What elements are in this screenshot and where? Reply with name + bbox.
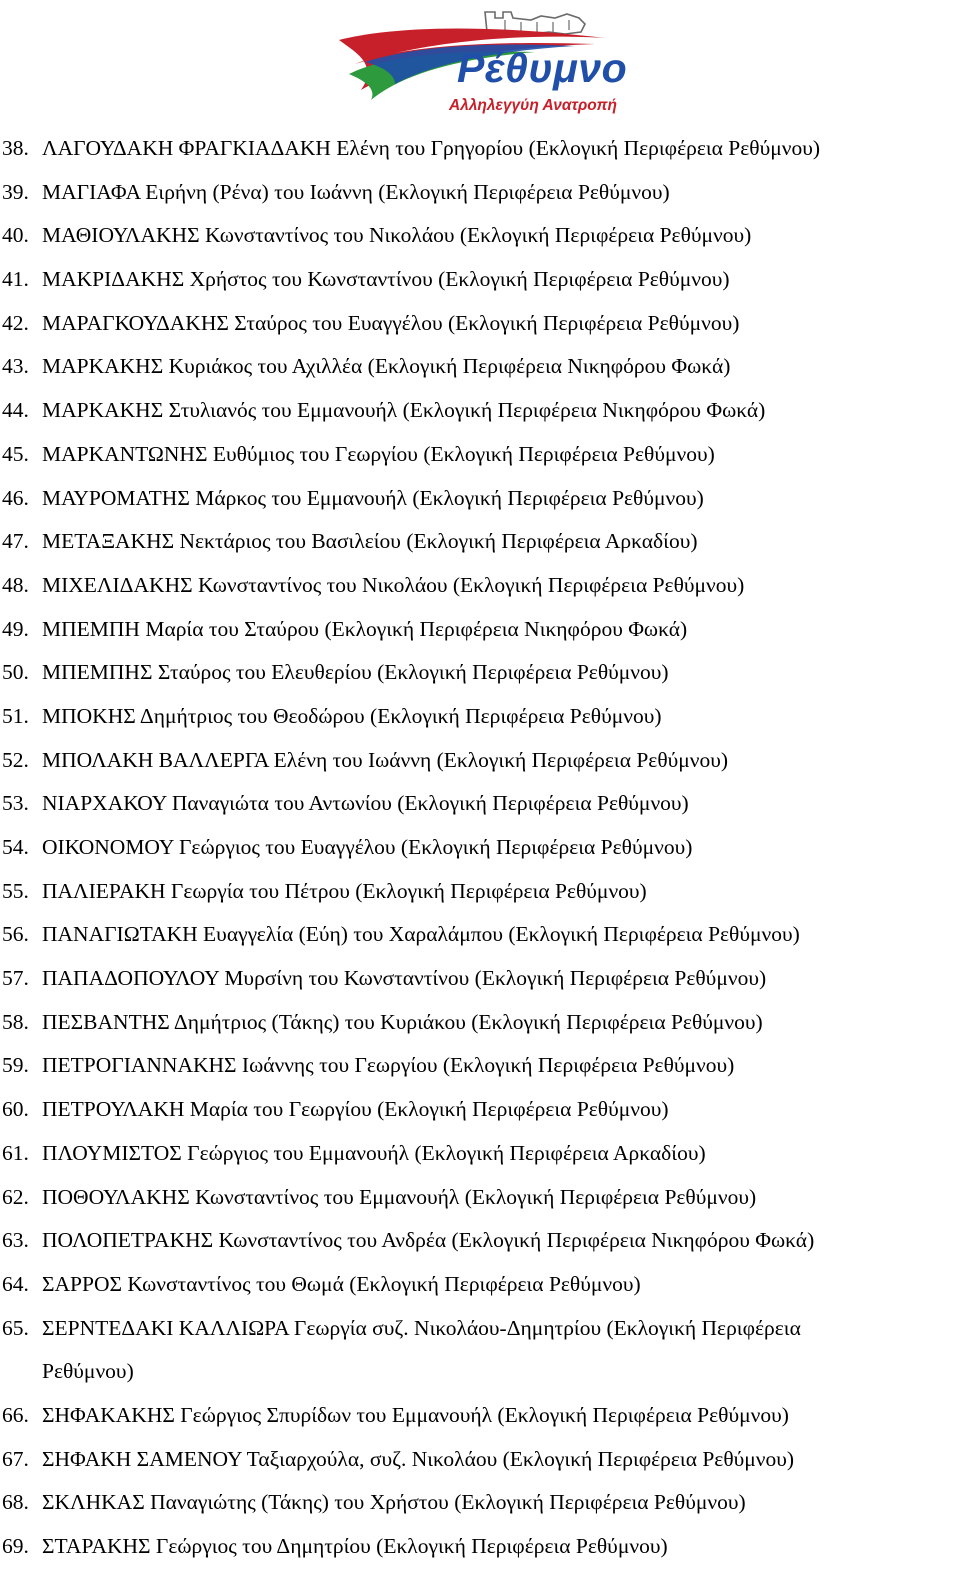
item-text: ΣΑΡΡΟΣ Κωνσταντίνος του Θωμά (Εκλογική Περιφέρεια Ρεθύμνου): [42, 1271, 641, 1296]
item-number: 53.: [2, 791, 29, 816]
list-item: [0, 214, 960, 258]
list-item: [0, 739, 960, 783]
item-number: 67.: [2, 1446, 29, 1471]
item-number: 63.: [2, 1228, 29, 1253]
list-item: [0, 1219, 960, 1263]
list-item: [0, 564, 960, 608]
item-number: 48.: [2, 572, 29, 597]
item-number: 38.: [2, 136, 29, 160]
list-item: [0, 1001, 960, 1045]
list-item: [0, 826, 960, 870]
list-item: [0, 1394, 960, 1438]
item-number: 51.: [2, 703, 29, 728]
item-number: 68.: [2, 1490, 29, 1515]
list-item: [0, 1044, 960, 1088]
item-text: ΠΕΤΡΟΓΙΑΝΝΑΚΗΣ Ιωάννης του Γεωργίου (Εκλογική Περιφέρεια Ρεθύμνου): [42, 1053, 735, 1078]
list-item: [0, 302, 960, 346]
item-number: 43.: [2, 354, 29, 379]
item-number: 57.: [2, 966, 29, 991]
logo-subtitle: Αλληλεγγύη Ανατροπή: [449, 97, 617, 114]
item-number: 56.: [2, 922, 29, 947]
item-text: ΜΑΡΚΑΚΗΣ Κυριάκος του Αχιλλέα (Εκλογική Περιφέρεια Νικηφόρου Φωκά): [42, 354, 731, 379]
item-text: [42, 1307, 947, 1394]
item-number: 47.: [2, 529, 29, 554]
item-text: ΠΕΤΡΟΥΛΑΚΗ Μαρία του Γεωργίου (Εκλογική Περιφέρεια Ρεθύμνου): [42, 1097, 669, 1122]
item-number: 66.: [2, 1402, 29, 1427]
list-item: [0, 913, 960, 957]
list-item: [0, 651, 960, 695]
item-number: 58.: [2, 1009, 29, 1034]
item-number: 41.: [2, 267, 29, 292]
candidate-list: [0, 127, 960, 1569]
item-number: 50.: [2, 660, 29, 685]
list-item: [0, 389, 960, 433]
list-item: [0, 1525, 960, 1569]
item-text: ΠΑΝΑΓΙΩΤΑΚΗ Ευαγγελία (Εύη) του Χαραλάμπου (Εκλογική Περιφέρεια Ρεθύμνου): [42, 922, 800, 947]
item-text: ΜΑΚΡΙΔΑΚΗΣ Χρήστος του Κωνσταντίνου (Εκλογική Περιφέρεια Ρεθύμνου): [42, 267, 730, 292]
item-text: ΜΠΕΜΠΗΣ Σταύρος του Ελευθερίου (Εκλογική Περιφέρεια Ρεθύμνου): [42, 660, 669, 685]
item-number: 55.: [2, 878, 29, 903]
list-item: [0, 433, 960, 477]
list-item: [0, 1088, 960, 1132]
item-text: ΜΑΡΚΑΝΤΩΝΗΣ Ευθύμιος του Γεωργίου (Εκλογική Περιφέρεια Ρεθύμνου): [42, 441, 715, 466]
item-number: 52.: [2, 747, 29, 772]
item-text: ΜΑΘΙΟΥΛΑΚΗΣ Κωνσταντίνος του Νικολάου (Εκλογική Περιφέρεια Ρεθύμνου): [42, 223, 752, 248]
item-text: ΠΟΘΟΥΛΑΚΗΣ Κωνσταντίνος του Εμμανουήλ (Εκλογική Περιφέρεια Ρεθύμνου): [42, 1184, 757, 1209]
item-text: ΜΕΤΑΞΑΚΗΣ Νεκτάριος του Βασιλείου (Εκλογική Περιφέρεια Αρκαδίου): [42, 529, 698, 554]
list-item: [0, 1481, 960, 1525]
item-text: ΜΑΡΑΓΚΟΥΔΑΚΗΣ Σταύρος του Ευαγγέλου (Εκλογική Περιφέρεια Ρεθύμνου): [42, 310, 740, 335]
item-number: 60.: [2, 1097, 29, 1122]
item-text: ΠΟΛΟΠΕΤΡΑΚΗΣ Κωνσταντίνος του Ανδρέα (Εκλογική Περιφέρεια Νικηφόρου Φωκά): [42, 1228, 815, 1253]
item-number: 59.: [2, 1053, 29, 1078]
item-number: 46.: [2, 485, 29, 510]
item-text: ΠΕΣΒΑΝΤΗΣ Δημήτριος (Τάκης) του Κυριάκου (Εκλογική Περιφέρεια Ρεθύμνου): [42, 1009, 763, 1034]
item-text: ΜΑΓΙΑΦΑ Ειρήνη (Ρένα) του Ιωάννη (Εκλογική Περιφέρεια Ρεθύμνου): [42, 179, 670, 204]
item-text: ΜΠΕΜΠΗ Μαρία του Σταύρου (Εκλογική Περιφέρεια Νικηφόρου Φωκά): [42, 616, 688, 641]
item-text: ΠΑΠΑΔΟΠΟΥΛΟΥ Μυρσίνη του Κωνσταντίνου (Εκλογική Περιφέρεια Ρεθύμνου): [42, 966, 767, 991]
item-text: ΜΠΟΚΗΣ Δημήτριος του Θεοδώρου (Εκλογική Περιφέρεια Ρεθύμνου): [42, 703, 662, 728]
item-number: 62.: [2, 1184, 29, 1209]
item-number: 44.: [2, 398, 29, 423]
item-number: 40.: [2, 223, 29, 248]
item-text: ΣΗΦΑΚΗ ΣΑΜΕΝΟΥ Ταξιαρχούλα, συζ. Νικολάου (Εκλογική Περιφέρεια Ρεθύμνου): [42, 1446, 795, 1471]
item-number: 65.: [2, 1315, 29, 1340]
item-text: ΜΙΧΕΛΙΔΑΚΗΣ Κωνσταντίνος του Νικολάου (Εκλογική Περιφέρεια Ρεθύμνου): [42, 572, 745, 597]
item-text: ΜΑΡΚΑΚΗΣ Στυλιανός του Εμμανουήλ (Εκλογική Περιφέρεια Νικηφόρου Φωκά): [42, 398, 766, 423]
list-item: [0, 127, 960, 171]
list-item: [0, 345, 960, 389]
list-item: [0, 1176, 960, 1220]
item-text: ΠΛΟΥΜΙΣΤΟΣ Γεώργιος του Εμμανουήλ (Εκλογική Περιφέρεια Αρκαδίου): [42, 1140, 706, 1165]
item-text: ΠΑΛΙΕΡΑΚΗ Γεωργία του Πέτρου (Εκλογική Περιφέρεια Ρεθύμνου): [42, 878, 647, 903]
item-text: ΝΙΑΡΧΑΚΟΥ Παναγιώτα του Αντωνίου (Εκλογική Περιφέρεια Ρεθύμνου): [42, 791, 689, 816]
item-text-line: ΣΕΡΝΤΕΔΑΚΙ ΚΑΛΛΙΩΡΑ Γεωργία συζ. Νικολάου-Δημητρίου (Εκλογική Περιφέρεια: [42, 1315, 801, 1340]
item-number: 39.: [2, 179, 29, 204]
list-item: [0, 171, 960, 215]
item-number: 61.: [2, 1140, 29, 1165]
list-item: [0, 608, 960, 652]
item-number: 42.: [2, 310, 29, 335]
list-item: [0, 477, 960, 521]
item-text: ΛΑΓΟΥΔΑΚΗ ΦΡΑΓΚΙΑΔΑΚΗ Ελένη του Γρηγορίου (Εκλογική Περιφέρεια Ρεθύμνου): [42, 136, 821, 160]
party-logo: [335, 4, 628, 122]
item-text: ΣΤΑΡΑΚΗΣ Γεώργιος του Δημητρίου (Εκλογική Περιφέρεια Ρεθύμνου): [42, 1534, 668, 1559]
item-number: 45.: [2, 441, 29, 466]
item-text: ΟΙΚΟΝΟΜΟΥ Γεώργιος του Ευαγγέλου (Εκλογική Περιφέρεια Ρεθύμνου): [42, 835, 693, 859]
list-item: [0, 782, 960, 826]
list-item: [0, 870, 960, 914]
item-number: 54.: [2, 835, 29, 859]
list-item: [0, 1307, 960, 1394]
list-item: [0, 695, 960, 739]
item-number: 64.: [2, 1271, 29, 1296]
item-text: ΜΑΥΡΟΜΑΤΗΣ Μάρκος του Εμμανουήλ (Εκλογική Περιφέρεια Ρεθύμνου): [42, 485, 704, 510]
list-item: [0, 1438, 960, 1482]
list-item: [0, 1263, 960, 1307]
list-item: [0, 520, 960, 564]
item-number: 49.: [2, 616, 29, 641]
item-number: 69.: [2, 1534, 29, 1559]
item-text: ΜΠΟΛΑΚΗ ΒΑΛΛΕΡΓΑ Ελένη του Ιωάννη (Εκλογική Περιφέρεια Ρεθύμνου): [42, 747, 729, 772]
list-item: [0, 258, 960, 302]
logo-title: Ρέθυμνο: [457, 45, 628, 91]
item-text: ΣΗΦΑΚΑΚΗΣ Γεώργιος Σπυρίδων του Εμμανουήλ (Εκλογική Περιφέρεια Ρεθύμνου): [42, 1402, 789, 1427]
item-text-line: Ρεθύμνου): [42, 1359, 134, 1384]
item-text: ΣΚΛΗΚΑΣ Παναγιώτης (Τάκης) του Χρήστου (Εκλογική Περιφέρεια Ρεθύμνου): [42, 1490, 746, 1515]
list-item: [0, 1132, 960, 1176]
list-item: [0, 957, 960, 1001]
